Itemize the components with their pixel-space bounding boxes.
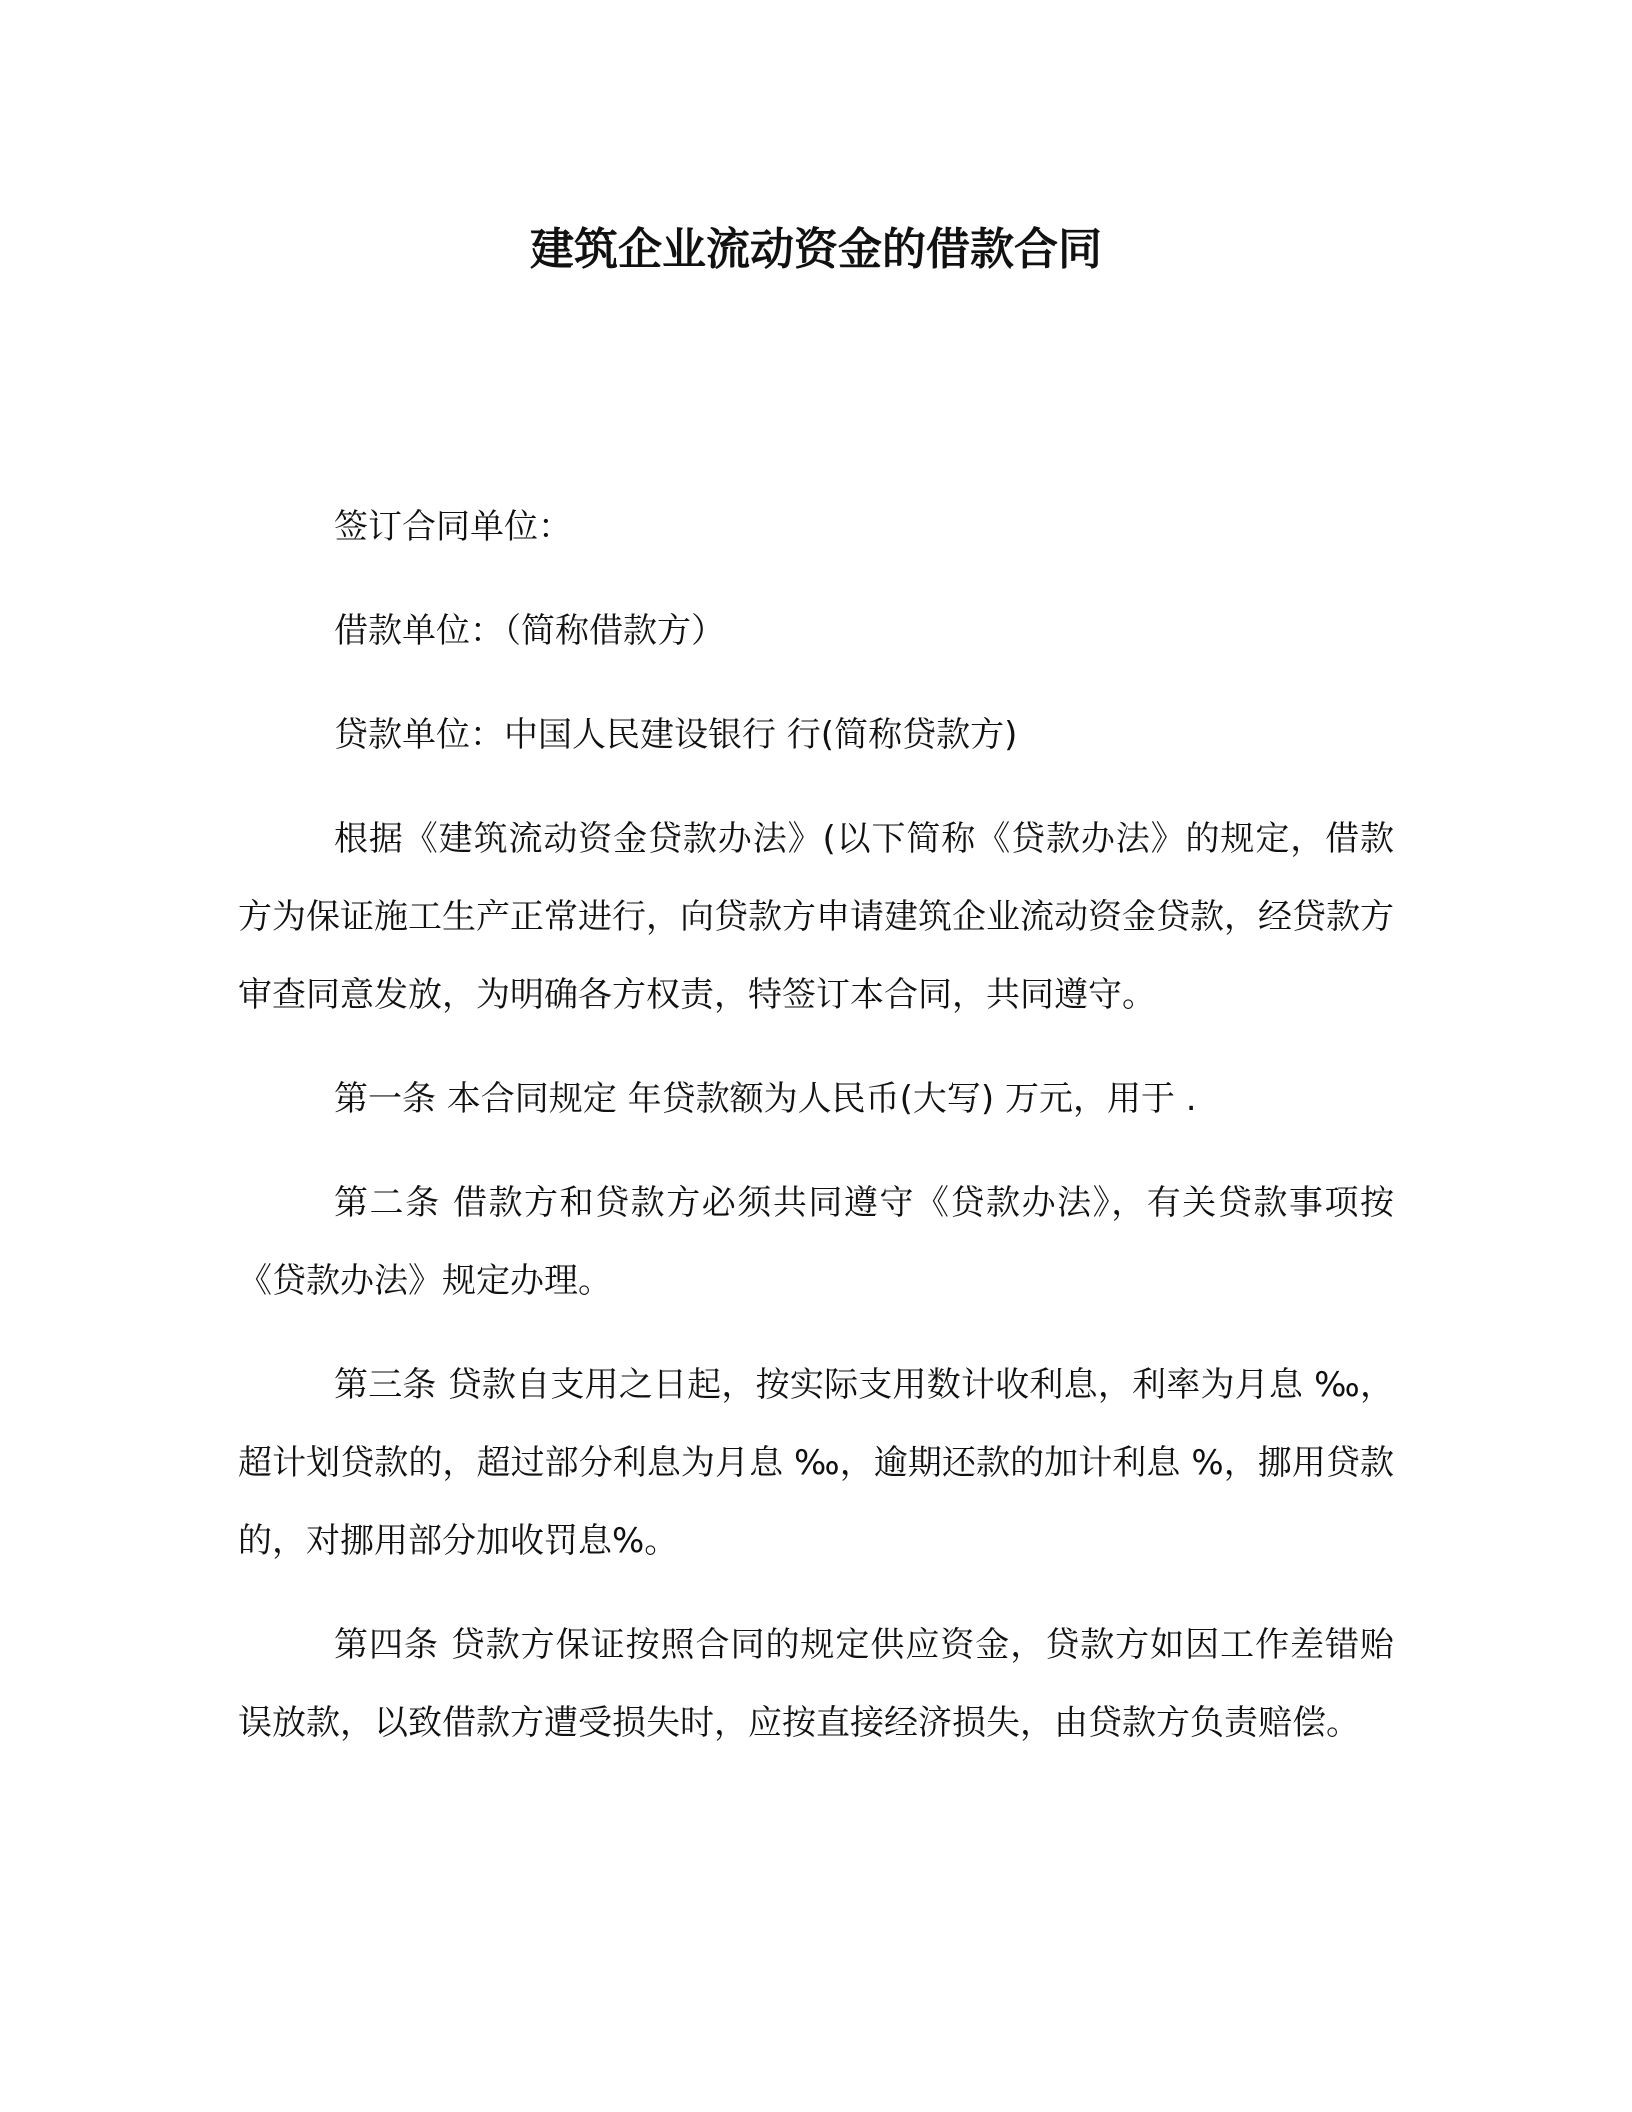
paragraph-preamble: 根据《建筑流动资金贷款办法》(以下简称《贷款办法》的规定，借款方为保证施工生产正常进行，向贷款方申请建筑企业流动资金贷款，经贷款方审查同意发放，为明确各方权责，特签订本合同，共同遵守。 [238, 819, 1394, 1015]
document-title: 建筑企业流动资金的借款合同 [530, 224, 1102, 275]
document-body [238, 488, 1394, 1788]
paragraph-signing-parties: 签订合同单位： [334, 507, 572, 547]
paragraph-article-2: 第二条 借款方和贷款方必须共同遵守《贷款办法》，有关贷款事项按《贷款办法》规定办理。 [238, 1183, 1394, 1301]
paragraph-borrower: 借款单位：（简称借款方） [334, 611, 725, 651]
paragraph-lender: 贷款单位：中国人民建设银行 行(简称贷款方) [334, 715, 1018, 755]
paragraph-article-4: 第四条 贷款方保证按照合同的规定供应资金，贷款方如因工作差错贻误放款，以致借款方遭受损失时，应按直接经济损失，由贷款方负责赔偿。 [238, 1625, 1394, 1743]
paragraph-article-3: 第三条 贷款自支用之日起，按实际支用数计收利息，利率为月息 ‰，超计划贷款的，超过部分利息为月息 ‰，逾期还款的加计利息 %，挪用贷款的，对挪用部分加收罚息%。 [238, 1365, 1394, 1561]
paragraph-article-1: 第一条 本合同规定 年贷款额为人民币(大写) 万元，用于 . [334, 1079, 1197, 1119]
